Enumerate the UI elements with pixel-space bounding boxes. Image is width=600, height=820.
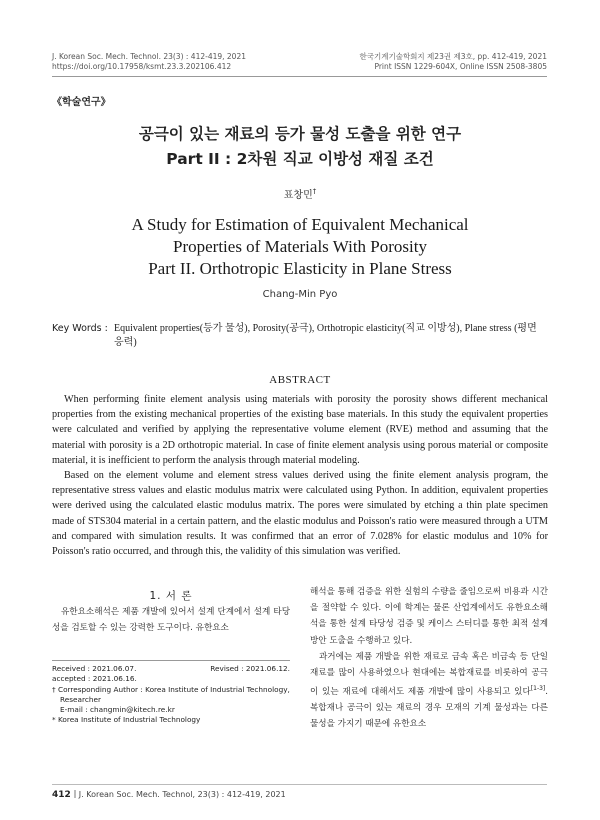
author-affiliation: * Korea Institute of Industrial Technology — [52, 715, 201, 725]
revised-date: Revised : 2021.06.12. — [210, 664, 290, 673]
accepted-date: accepted : 2021.06.16. — [52, 674, 137, 684]
intro-paragraph: 유한요소해석은 제품 개발에 있어서 설계 단계에서 설계 타당성을 검토할 수 있는 강력한 도구이다. 유한요소 — [52, 607, 290, 634]
footnotes — [52, 664, 290, 726]
title-en-line1: A Study for Estimation of Equivalent Mechanical — [131, 215, 469, 234]
doi-link[interactable]: https://doi.org/10.17958/ksmt.23.3.202106.412 — [52, 62, 232, 71]
received-date: Received : 2021.06.07. — [52, 664, 137, 673]
intro-paragraph: 해석을 통해 검증을 위한 실험의 수량을 줄임으로써 비용과 시간을 절약할 수 있다. 이에 학계는 물론 산업계에서도 유한요소해석을 통한 설계 타당성 검증 및 케이스 스터디를 통한 최적 설계방안 도출을 수행하고 있다. — [310, 587, 548, 646]
citation-ref[interactable]: [1-3] — [530, 685, 546, 693]
author-email[interactable]: E-mail : changmin@kitech.re.kr — [60, 705, 175, 715]
left-column — [52, 588, 290, 637]
journal-citation: J. Korean Soc. Mech. Technol. 23(3) : 412-419, 2021 — [52, 52, 246, 61]
journal-citation-ko: 한국기계기술학회지 제23권 제3호, pp. 412-419, 2021 — [359, 52, 547, 61]
intro-paragraph — [310, 649, 548, 733]
page-number: 412 — [52, 790, 71, 800]
corresponding-mark: † — [312, 187, 317, 196]
keywords-label: Key Words : — [52, 323, 108, 334]
right-column — [310, 584, 548, 733]
issn-info: Print ISSN 1229-604X, Online ISSN 2508-3805 — [374, 62, 547, 71]
header-divider — [52, 76, 547, 77]
intro-paragraph-text: 과거에는 제품 개발을 위한 재료로 금속 혹은 비금속 등 단일 재료를 많이 사용하였으나 현대에는 복합재료를 비롯하여 공극이 있는 재료에 대해서도 제품 개발에 많이 사용되고 있다 — [310, 651, 548, 698]
footer-separator — [74, 790, 76, 798]
footer-divider — [52, 784, 547, 785]
section-tag: 《학술연구》 — [52, 97, 111, 108]
keywords-text: Equivalent properties(등가 물성), Porosity(공극), Orthotropic elasticity(직교 이방성), Plane stress (평면 응력) — [114, 323, 537, 348]
page-footer — [52, 790, 286, 800]
journal-header-right — [359, 52, 547, 72]
journal-header-left — [52, 52, 246, 72]
author-ko — [0, 186, 600, 201]
title-en-line2: Properties of Materials With Porosity — [173, 237, 427, 256]
title-ko-line1: 공극이 있는 재료의 등가 물성 도출을 위한 연구 — [138, 125, 462, 143]
author-ko-name: 표창민 — [283, 190, 313, 201]
abstract-heading: ABSTRACT — [269, 374, 331, 386]
title-en-line3: Part II. Orthotropic Elasticity in Plane Stress — [148, 259, 452, 278]
footnote-divider — [52, 660, 290, 661]
section-heading-intro: 1. 서 론 — [149, 590, 193, 602]
abstract-paragraph: When performing finite element analysis using materials with porosity the porosity shows different mechanical properties from the existing mechanical properties of the existing base materials. In this study the equivalent properties were calculated and verified by applying the representative volume element (RVE) method and assuming that the material with porosity is a 2D orthotropic material. In case of finite element analysis using porous material or composite material, it is inefficient to perform the analysis through material modeling. — [52, 394, 548, 466]
intro-paragraph-tail: . 복합재나 공극이 있는 재료의 경우 모재의 기계 물성과는 다른 물성을 가지기 때문에 유한요소 — [310, 687, 548, 730]
abstract-paragraph: Based on the element volume and element stress values derived using the finite element analysis program, the representative stress values and elastic modulus matrix were calculated using Python. In addition, equivalent properties were derived using the calculated elastic modulus matrix. The pores were simulated by etching a thin plate specimen made of STS304 material in a certain pattern, and the elastic modulus and Poisson's ratio were measured through a UTM and compared with simulation results. It was confirmed that an error of 7.028% for elastic modulus and 10% for Poisson's ratio occurred, and through this, the validity of this simulation was verified. — [52, 470, 548, 558]
abstract-body — [52, 392, 548, 559]
footer-citation: J. Korean Soc. Mech. Technol, 23(3) : 412-419, 2021 — [78, 790, 286, 799]
corresponding-author: † Corresponding Author : Korea Institute of Industrial Technology, — [52, 684, 290, 694]
author-en: Chang-Min Pyo — [262, 289, 338, 300]
title-ko-line2: Part II : 2차원 직교 이방성 재질 조건 — [166, 150, 434, 168]
author-role: Researcher — [60, 694, 101, 704]
